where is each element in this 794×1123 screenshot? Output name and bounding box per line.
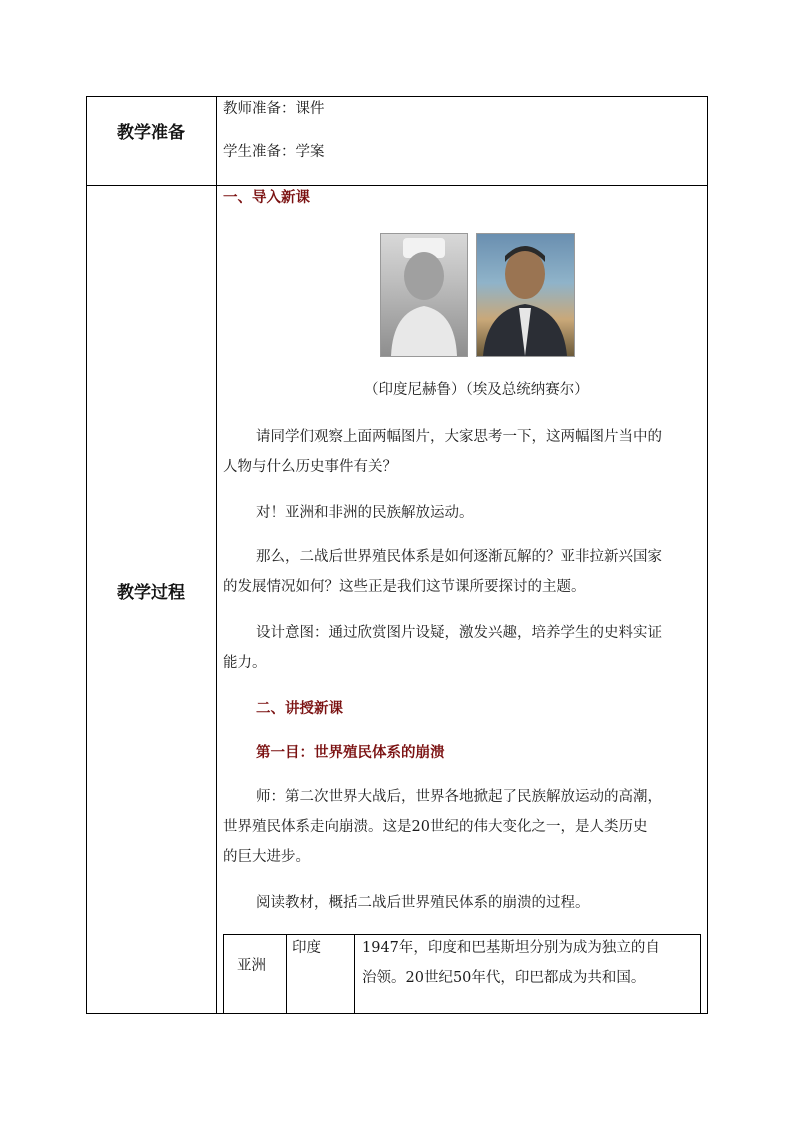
nehru-photo [380,233,468,357]
teacher-prep: 教师准备：课件 [223,101,325,117]
paragraph-answer: 对！亚洲和非洲的民族解放运动。 [256,505,474,521]
table-cell-country: 印度 [292,940,321,956]
prep-label: 教学准备 [117,123,185,143]
table-column-divider [286,934,287,1014]
student-prep: 学生准备：学案 [223,144,325,160]
table-cell-desc-2: 治领。20世纪50年代，印巴都成为共和国。 [362,970,646,986]
portrait-icon [381,234,467,356]
process-label: 教学过程 [117,583,185,603]
paragraph-question-2: 人物与什么历史事件有关？ [223,459,397,475]
paragraph-design-2: 能力。 [223,655,267,671]
paragraph-teacher-3: 的巨大进步。 [223,849,310,865]
section-intro-title: 一、导入新课 [223,190,310,206]
column-divider [216,96,217,1014]
photo-caption: （印度尼赫鲁）（埃及总统纳赛尔） [364,382,589,398]
paragraph-topic-1: 那么，二战后世界殖民体系是如何逐渐瓦解的？亚非拉新兴国家 [256,549,662,565]
nasser-photo [476,233,575,357]
subsection-title: 第一目：世界殖民体系的崩溃 [256,745,445,761]
paragraph-question-1: 请同学们观察上面两幅图片，大家思考一下，这两幅图片当中的 [256,429,662,445]
section-new-lesson-title: 二、讲授新课 [256,701,343,717]
paragraph-topic-2: 的发展情况如何？这些正是我们这节课所要探讨的主题。 [223,579,586,595]
table-cell-region: 亚洲 [237,958,266,974]
table-cell-desc-1: 1947年，印度和巴基斯坦分别为成为独立的自 [362,940,660,956]
paragraph-teacher-1: 师：第二次世界大战后，世界各地掀起了民族解放运动的高潮， [256,789,662,805]
portrait-icon [477,234,574,356]
row-divider [86,185,708,186]
paragraph-reading: 阅读教材，概括二战后世界殖民体系的崩溃的过程。 [256,895,590,911]
paragraph-teacher-2: 世界殖民体系走向崩溃。这是20世纪的伟大变化之一，是人类历史 [223,819,648,835]
paragraph-design-1: 设计意图：通过欣赏图片设疑，激发兴趣，培养学生的史料实证 [256,625,662,641]
table-column-divider [354,934,355,1014]
